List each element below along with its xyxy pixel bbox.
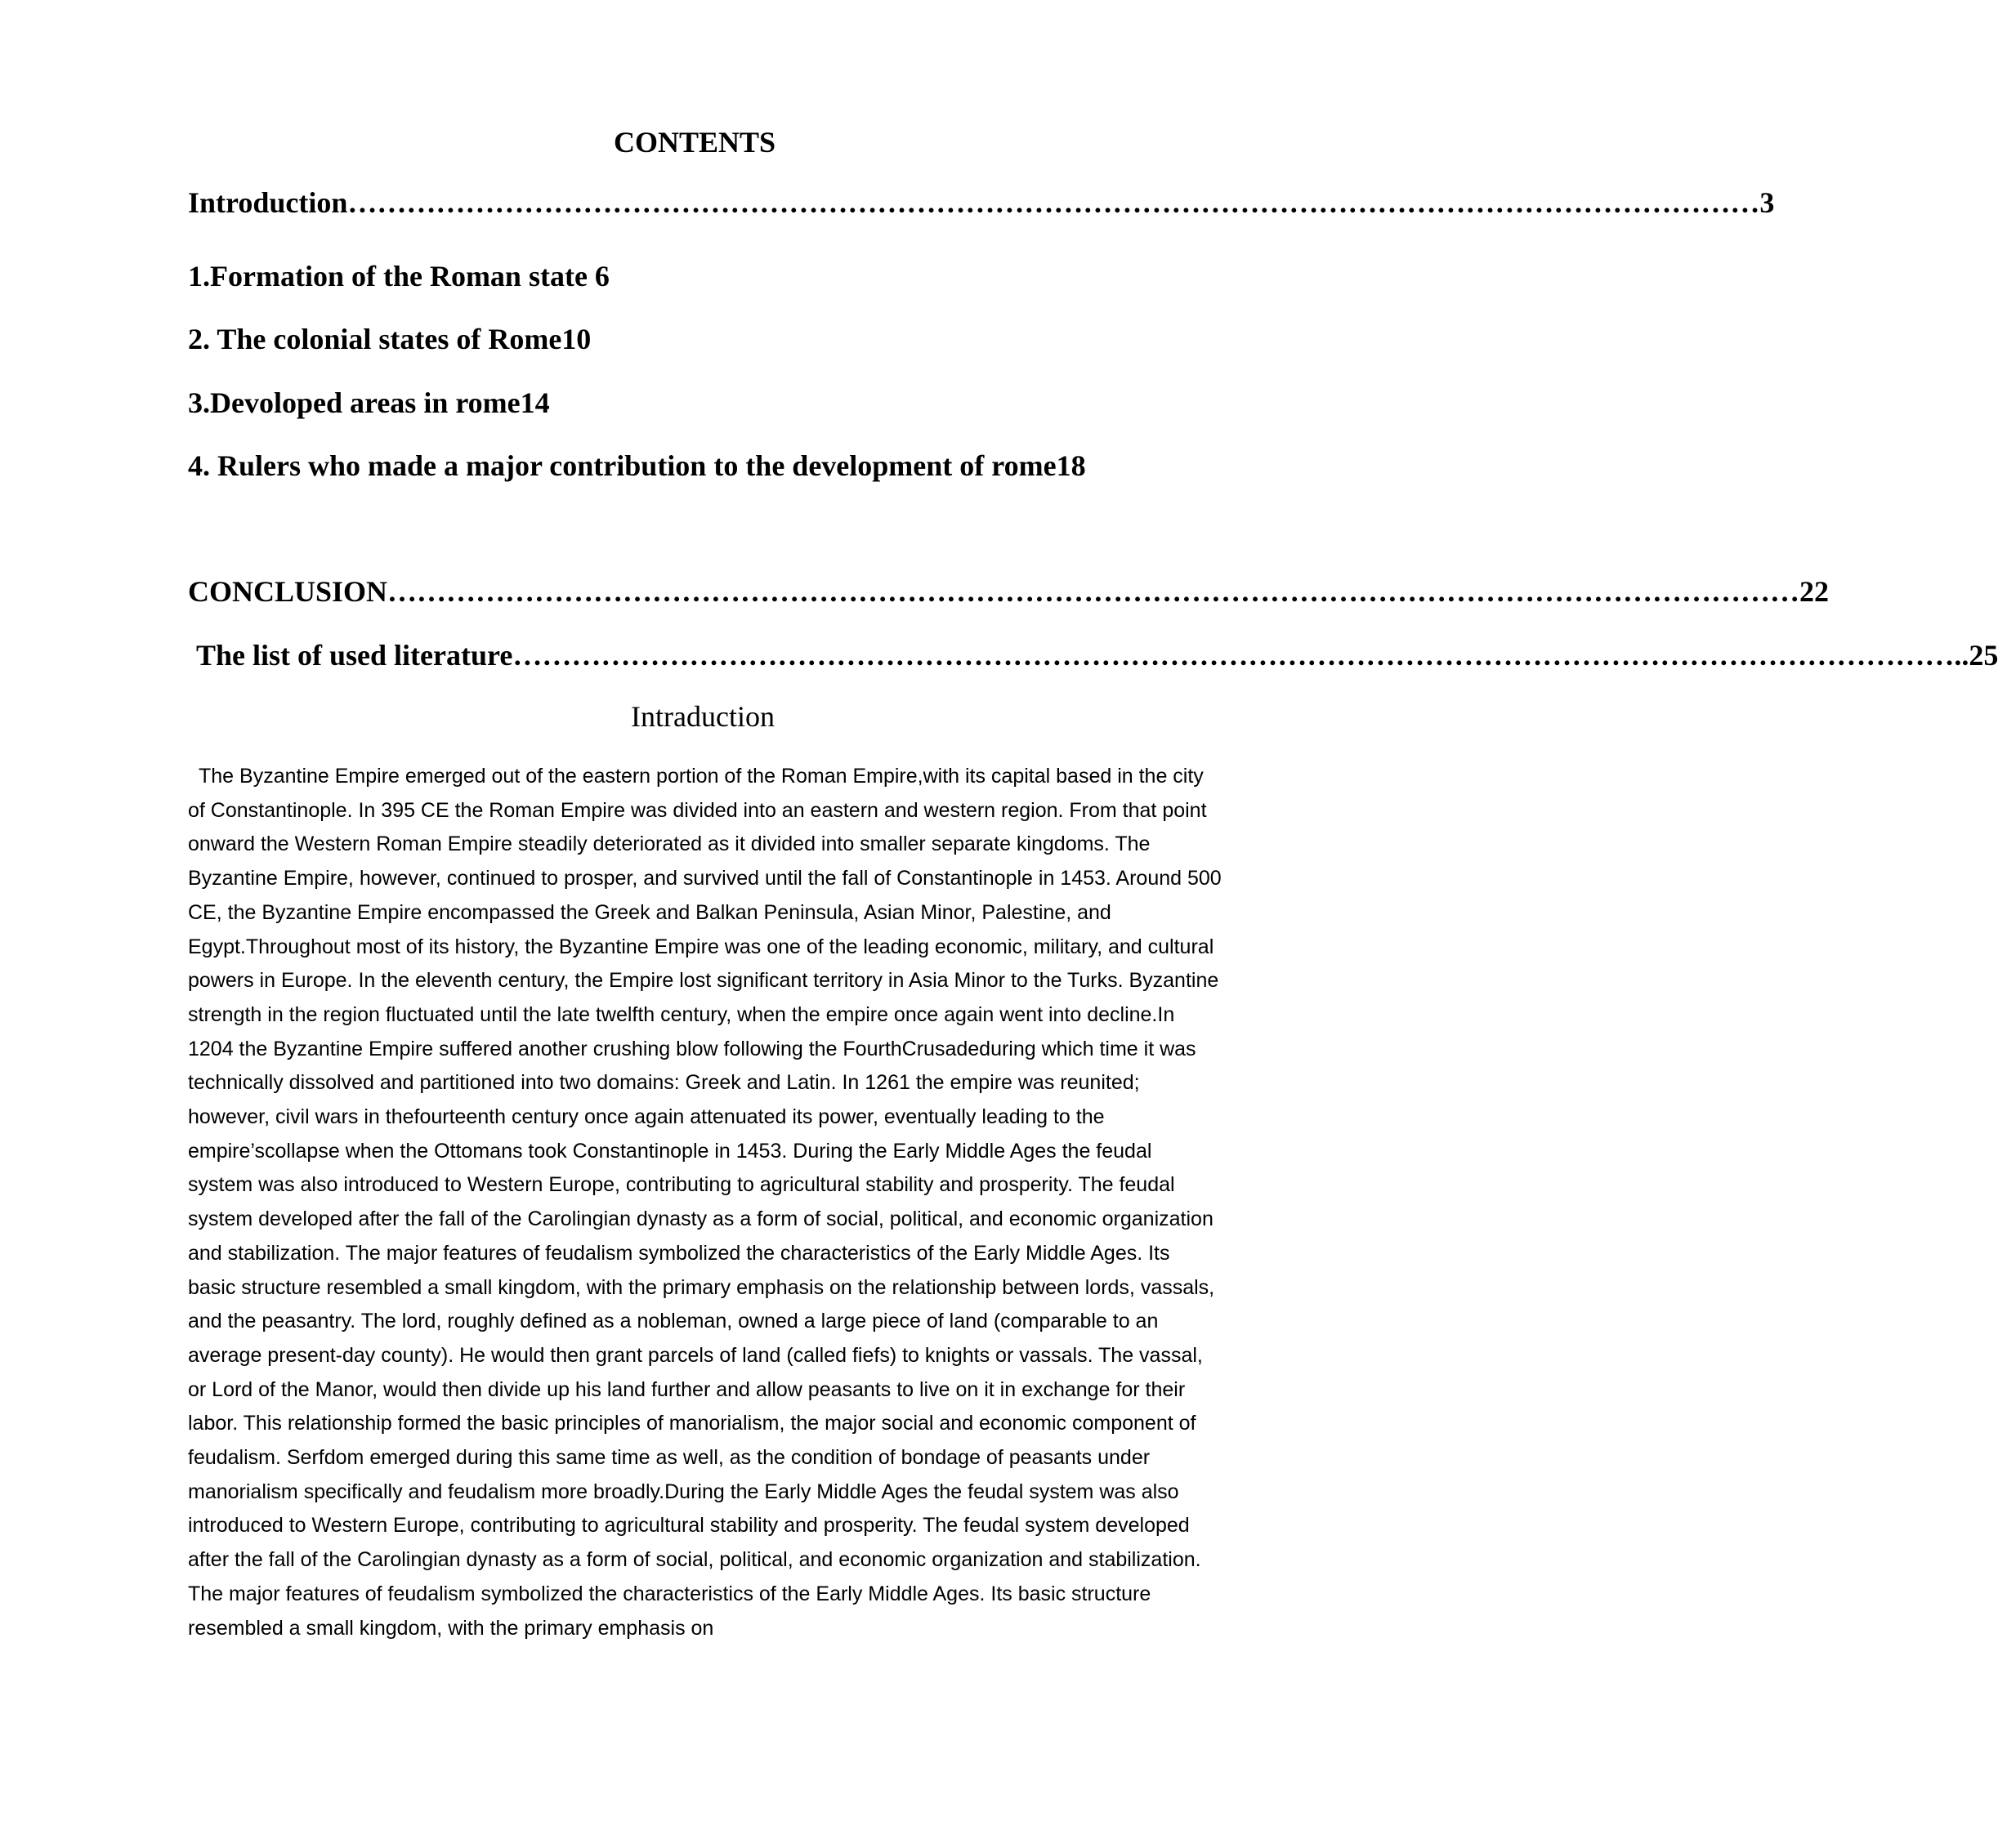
toc-page-number: …..25 [1924,639,1998,672]
toc-entry-conclusion[interactable] [188,574,1830,609]
toc-leader-dots: ……………………………………………………………………………………………………………………………… [512,639,1925,672]
toc-entry-introduction[interactable] [188,185,1775,221]
toc-entry-label: 2. The colonial states of Rome10 [188,323,592,355]
toc-entry-label: Introduction [188,186,348,219]
toc-entry-label: 1.Formation of the Roman state 6 [188,260,610,292]
toc-leader-dots: ……………………………………………………………………………………………………………………………… [347,186,1760,219]
toc-entry-colonial-states[interactable] [188,321,591,357]
toc-entry-label: 3.Devoloped areas in rome14 [188,386,550,419]
introduction-heading: Intraduction [631,700,775,733]
toc-page-number: 22 [1799,575,1830,608]
toc-entry-label: CONCLUSION [188,575,388,608]
toc-entry-label: 4. Rulers who made a major contribution to the development of rome18 [188,449,1086,482]
toc-entry-rulers[interactable] [188,448,1086,484]
contents-title: CONTENTS [613,126,776,158]
toc-entry-literature[interactable] [196,637,1998,673]
toc-entry-developed-areas[interactable] [188,385,550,421]
introduction-paragraph: The Byzantine Empire emerged out of the eastern portion of the Roman Empire,with its capital based in the city of Constantinople. In 395 CE the Roman Empire was divided into an eastern and western region. From that point onward the Western Roman Empire steadily deteriorated as it divided into smaller separate kingdoms. The Byzantine Empire, however, continued to prosper, and survived until the fall of Constantinople in 1453. Around 500 CE, the Byzantine Empire encompassed the Greek and Balkan Peninsula, Asian Minor, Palestine, and Egypt.Throughout most of its history, the Byzantine Empire was one of the leading economic, military, and cultural powers in Europe. In the eleventh century, the Empire lost significant territory in Asia Minor to the Turks. Byzantine strength in the region fluctuated until the late twelfth century, when the empire once again went into decline.In 1204 the Byzantine Empire suffered another crushing blow following the FourthCrusadeduring which time it was technically dissolved and partitioned into two domains: Greek and Latin. In 1261 the empire was reunited; however, civil wars in thefourteenth century once again attenuated its power, eventually leading to the empire’scollapse when the Ottomans took Constantinople in 1453. During the Early Middle Ages the feudal system was also introduced to Western Europe, contributing to agricultural stability and prosperity. The feudal system developed after the fall of the Carolingian dynasty as a form of social, political, and economic organization and stabilization. The major features of feudalism symbolized the characteristics of the Early Middle Ages. Its basic structure resembled a small kingdom, with the primary emphasis on the relationship between lords, vassals, and the peasantry. The lord, roughly defined as a nobleman, owned a large piece of land (comparable to an average present-day county). He would then grant parcels of land (called fiefs) to knights or vassals. The vassal, or Lord of the Manor, would then divide up his land further and allow peasants to live on it in exchange for their labor. This relationship formed the basic principles of manorialism, the major social and economic component of feudalism. Serfdom emerged during this same time as well, as the condition of bondage of peasants under manorialism specifically and feudalism more broadly.During the Early Middle Ages the feudal system was also introduced to Western Europe, contributing to agricultural stability and prosperity. The feudal system developed after the fall of the Carolingian dynasty as a form of social, political, and economic organization and stabilization. The major features of feudalism symbolized the characteristics of the Early Middle Ages. Its basic structure resembled a small kingdom, with the primary emphasis on [188,765,1222,1640]
toc-leader-dots: ……………………………………………………………………………………………………………………………… [387,575,1800,608]
toc-entry-formation[interactable] [188,258,610,294]
toc-entry-label: The list of used literature [196,639,513,672]
toc-page-number: 3 [1759,186,1775,219]
